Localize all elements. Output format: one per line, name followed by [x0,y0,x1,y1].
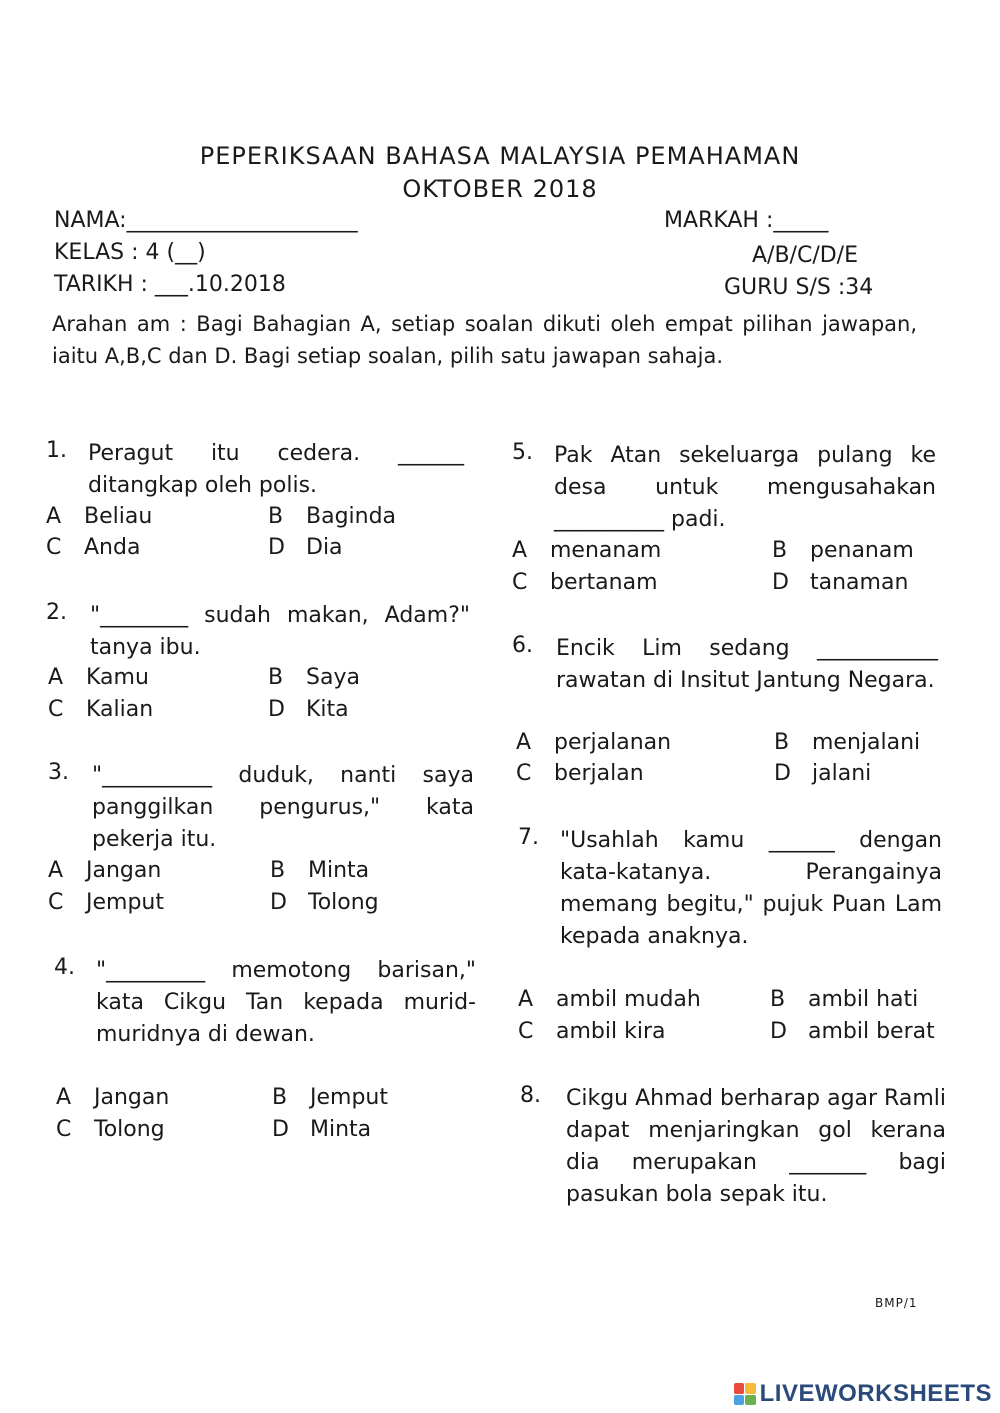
option-text: ambil kira [556,1019,666,1044]
question-number: 5. [512,440,533,465]
option-letter: C [48,890,64,915]
option-letter: A [516,730,532,755]
option-text: Minta [308,858,370,883]
option-letter: B [772,538,788,563]
page-code: BMP/1 [875,1296,918,1310]
option-text: berjalan [554,761,644,786]
option-6d[interactable] [774,761,871,786]
option-2a[interactable] [48,665,149,690]
logo-square-blue [734,1395,745,1406]
option-text: ambil hati [808,987,919,1012]
grade-scale: A/B/C/D/E [752,243,858,268]
option-text: Minta [310,1117,372,1142]
option-letter: C [518,1019,534,1044]
option-4d[interactable] [272,1117,371,1142]
name-field: NAMA:_____________________ [54,208,358,233]
option-letter: C [56,1117,72,1142]
option-text: menjalani [812,730,921,755]
logo-square-red [734,1383,745,1394]
logo-square-yellow [745,1383,756,1394]
question-number: 4. [54,955,75,980]
option-text: Tolong [94,1117,165,1142]
option-text: Tolong [308,890,379,915]
option-letter: B [774,730,790,755]
option-letter: D [268,535,285,560]
option-letter: B [270,858,286,883]
option-letter: A [48,858,64,883]
option-2b[interactable] [268,665,360,690]
option-6c[interactable] [516,761,644,786]
question-text: Encik Lim sedang ___________ rawatan di Insitut Jantung Negara. [556,636,938,693]
option-5d[interactable] [772,570,908,595]
option-text: Jangan [94,1085,170,1110]
liveworksheets-brand [734,1380,992,1408]
option-3d[interactable] [270,890,379,915]
option-3c[interactable] [48,890,164,915]
option-letter: C [48,697,64,722]
option-3b[interactable] [270,858,369,883]
option-7a[interactable] [518,987,701,1012]
option-letter: D [268,697,285,722]
option-letter: D [774,761,791,786]
teacher-field: GURU S/S :34 [724,275,874,300]
option-3a[interactable] [48,858,161,883]
question-number: 7. [518,825,539,850]
option-letter: A [518,987,534,1012]
option-text: Jemput [86,890,164,915]
exam-date-title: OKTOBER 2018 [402,175,598,203]
option-text: Jemput [310,1085,388,1110]
option-2d[interactable] [268,697,349,722]
option-letter: B [268,665,284,690]
question-text: "_________ memotong barisan," kata Cikgu Tan kepada murid-muridnya di dewan. [96,958,476,1047]
question-number: 8. [520,1083,541,1108]
option-text: tanaman [810,570,909,595]
option-text: jalani [812,761,872,786]
option-letter: B [272,1085,288,1110]
option-1c[interactable] [46,535,140,560]
option-text: Kamu [86,665,149,690]
question-text: Cikgu Ahmad berharap agar Ramli dapat menjaringkan gol kerana dia merupakan _______ bagi pasukan bola sepak itu. [566,1086,946,1207]
option-letter: D [270,890,287,915]
option-4b[interactable] [272,1085,388,1110]
option-text: Beliau [84,504,153,529]
option-letter: A [512,538,528,563]
question-text: "__________ duduk, nanti saya panggilkan pengurus," kata pekerja itu. [92,763,474,852]
option-text: ambil mudah [556,987,701,1012]
option-1a[interactable] [46,504,152,529]
class-field: KELAS : 4 (__) [54,240,206,265]
option-letter: C [516,761,532,786]
option-letter: B [770,987,786,1012]
exam-title: PEPERIKSAAN BAHASA MALAYSIA PEMAHAMAN [199,142,801,170]
question-text: Peragut itu cedera. ______ ditangkap oleh polis. [88,441,464,498]
question-text: "________ sudah makan, Adam?" tanya ibu. [90,603,470,660]
question-text: Pak Atan sekeluarga pulang ke desa untuk mengusahakan __________ padi. [554,443,936,532]
option-text: Saya [306,665,360,690]
option-text: ambil berat [808,1019,935,1044]
option-text: Dia [306,535,343,560]
option-1d[interactable] [268,535,343,560]
question-text: "Usahlah kamu ______ dengan kata-katanya. Perangainya memang begitu," pujuk Puan Lam kepada anaknya. [560,828,942,949]
option-text: menanam [550,538,662,563]
option-text: perjalanan [554,730,672,755]
option-letter: A [48,665,64,690]
option-letter: A [46,504,62,529]
option-4a[interactable] [56,1085,169,1110]
logo-square-green [745,1395,756,1406]
option-5c[interactable] [512,570,658,595]
option-7d[interactable] [770,1019,935,1044]
option-letter: D [770,1019,787,1044]
date-field: TARIKH : ___.10.2018 [54,272,286,297]
option-text: Anda [84,535,141,560]
option-1b[interactable] [268,504,396,529]
option-7b[interactable] [770,987,918,1012]
option-letter: C [46,535,62,560]
option-5b[interactable] [772,538,914,563]
option-6a[interactable] [516,730,671,755]
instructions: Arahan am : Bagi Bahagian A, setiap soalan dikuti oleh empat pilihan jawapan, iaitu A,B,C dan D. Bagi setiap soalan, pilih satu jawapan sahaja. [52,312,917,368]
option-2c[interactable] [48,697,153,722]
question-number: 3. [48,760,69,785]
question-number: 1. [46,438,67,463]
marks-field: MARKAH :_____ [664,208,829,233]
option-text: bertanam [550,570,658,595]
option-5a[interactable] [512,538,661,563]
option-text: Kita [306,697,349,722]
option-7c[interactable] [518,1019,665,1044]
option-letter: B [268,504,284,529]
question-number: 6. [512,633,533,658]
option-letter: D [272,1117,289,1142]
option-text: Kalian [86,697,154,722]
option-letter: C [512,570,528,595]
question-number: 2. [46,600,67,625]
option-4c[interactable] [56,1117,165,1142]
liveworksheets-logo-icon [734,1383,756,1405]
brand-name: LIVEWORKSHEETS [759,1380,992,1407]
option-6b[interactable] [774,730,920,755]
option-text: Baginda [306,504,397,529]
option-text: Jangan [86,858,162,883]
option-text: penanam [810,538,914,563]
option-letter: D [772,570,789,595]
option-letter: A [56,1085,72,1110]
